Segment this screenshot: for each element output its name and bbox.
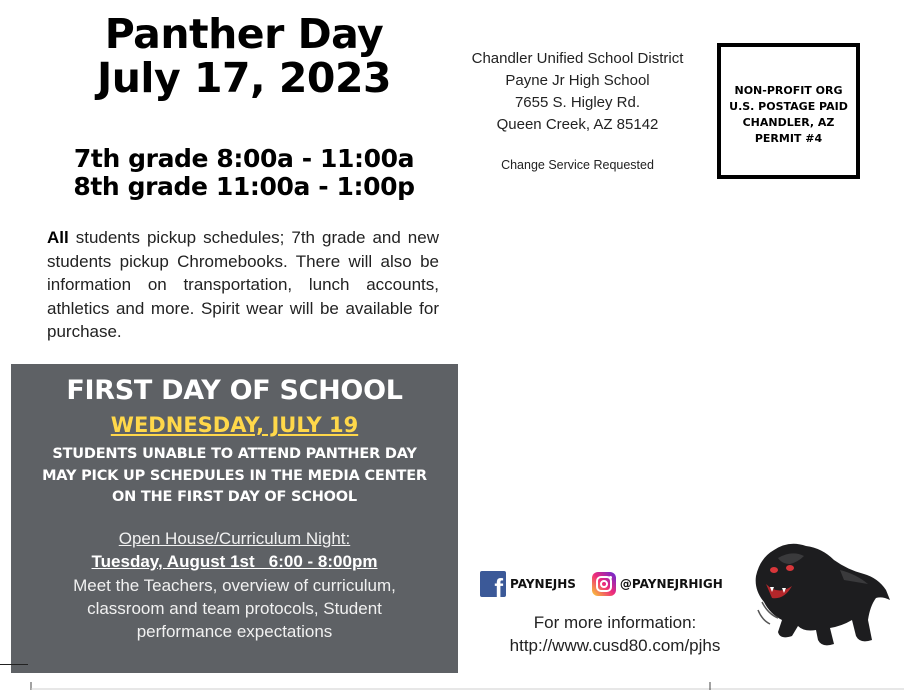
event-date: July 17, 2023: [96, 54, 391, 102]
address-district: Chandler Unified School District: [471, 50, 684, 67]
address-city: Queen Creek, AZ 85142: [496, 116, 659, 133]
intro-paragraph: [47, 226, 439, 344]
address-street: 7655 S. Higley Rd.: [514, 94, 641, 111]
open-house-date: Tuesday, August 1st 6:00 - 8:00pm: [91, 552, 378, 571]
open-house-title: Open House/Curriculum Night:: [118, 529, 351, 548]
postage-line-4: PERMIT #4: [754, 132, 823, 145]
event-title: [30, 12, 458, 100]
schedule-pickup-note: STUDENTS UNABLE TO ATTEND PANTHER DAY MAY PICK UP SCHEDULES IN THE MEDIA CENTER ON THE FIRST DAY OF SCHOOL: [42, 446, 427, 505]
more-info-label: For more information:: [533, 613, 697, 632]
social-links: [480, 571, 723, 597]
eighth-grade-time: 8th grade 11:00a - 1:00p: [73, 172, 415, 201]
open-house-description: Meet the Teachers, overview of curriculum, classroom and team protocols, Student performance expectations: [73, 576, 396, 641]
first-day-date: WEDNESDAY, JULY 19: [110, 413, 359, 437]
bottom-rule: [0, 664, 904, 690]
postage-line-2: U.S. POSTAGE PAID: [729, 100, 848, 113]
postage-line-1: NON-PROFIT ORG: [734, 84, 843, 97]
panther-mascot-icon: [744, 540, 892, 652]
postage-indicia: [717, 43, 860, 179]
facebook-icon[interactable]: f: [480, 571, 506, 597]
postage-line-3: CHANDLER, AZ: [742, 116, 835, 129]
event-name: Panther Day: [104, 10, 384, 58]
intro-text: students pickup schedules; 7th grade and new students pickup Chromebooks. There will also be information on transportation, lunch accounts, athletics and more. Spirit wear will be available for purchase.: [47, 228, 439, 341]
more-info: [465, 611, 765, 657]
service-requested: Change Service Requested: [501, 158, 654, 172]
instagram-icon[interactable]: [592, 572, 616, 596]
grade-times: [30, 145, 458, 201]
facebook-handle[interactable]: PAYNEJHS: [510, 577, 576, 591]
first-day-panel: [11, 364, 458, 673]
return-address: [455, 48, 700, 136]
seventh-grade-time: 7th grade 8:00a - 11:00a: [73, 144, 415, 173]
website-link[interactable]: http://www.cusd80.com/pjhs: [509, 636, 721, 655]
intro-bold: All: [47, 228, 69, 247]
instagram-handle[interactable]: @PAYNEJRHIGH: [619, 577, 723, 591]
address-school: Payne Jr High School: [505, 72, 650, 89]
first-day-heading: FIRST DAY OF SCHOOL: [66, 375, 403, 406]
